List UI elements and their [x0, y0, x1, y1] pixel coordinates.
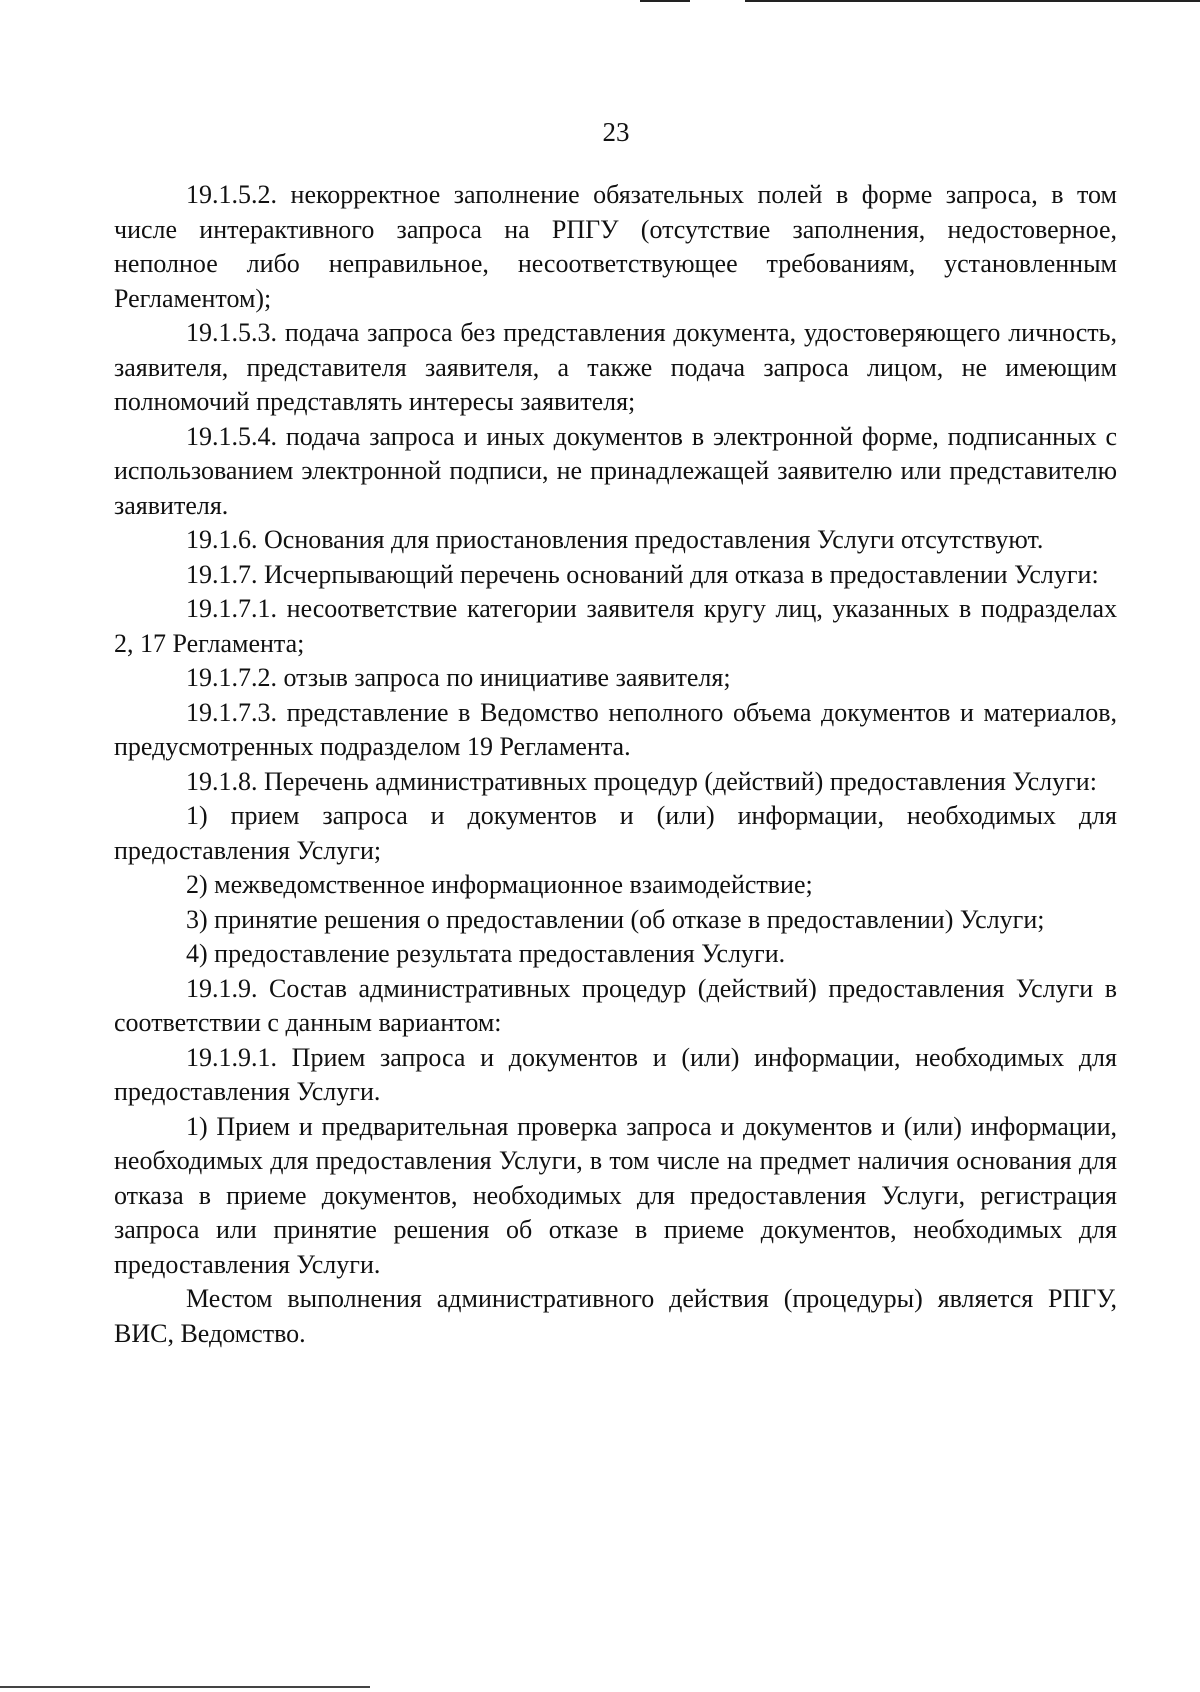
- paragraph-19-1-7-2: 19.1.7.2. отзыв запроса по инициативе заявителя;: [186, 663, 731, 692]
- document-body: [114, 178, 1117, 1351]
- scan-edge-line: [640, 0, 690, 2]
- paragraph-19-1-5-3: 19.1.5.3. подача запроса без представления документа, удостоверяющего личность, заявителя, представителя заявителя, а также подача запроса лицом, не имеющим полномочий представлять интересы заявителя;: [114, 318, 1117, 416]
- paragraph-19-1-7-1: 19.1.7.1. несоответствие категории заявителя кругу лиц, указанных в подразделах 2, 17 Регламента;: [114, 594, 1117, 658]
- paragraph-19-1-9: 19.1.9. Состав административных процедур (действий) предоставления Услуги в соответствии с данным вариантом:: [114, 973, 1117, 1037]
- paragraph-place-of-execution: Местом выполнения административного действия (процедуры) является РПГУ, ВИС, Ведомство.: [114, 1284, 1117, 1348]
- paragraph-19-1-5-2: 19.1.5.2. некорректное заполнение обязательных полей в форме запроса, в том числе интерактивного запроса на РПГУ (отсутствие заполнения, недостоверное, неполное либо неправильное, несоответствующее требованиям, установленным Регламентом);: [114, 180, 1117, 313]
- page-number: 23: [602, 117, 630, 147]
- paragraph-19-1-8: 19.1.8. Перечень административных процедур (действий) предоставления Услуги:: [186, 766, 1097, 796]
- paragraph-19-1-7: 19.1.7. Исчерпывающий перечень оснований для отказа в предоставлении Услуги:: [186, 559, 1099, 589]
- procedure-item-1: 1) Прием и предварительная проверка запроса и документов и (или) информации, необходимых для предоставления Услуги, в том числе на предмет наличия основания для отказа в приеме документов, необходимых для предоставления Услуги, регистрация запроса или принятие решения об отказе в приеме документов, необходимых для предоставления Услуги.: [114, 1111, 1117, 1279]
- paragraph-19-1-7-3: 19.1.7.3. представление в Ведомство неполного объема документов и материалов, предусмотренных подразделом 19 Регламента.: [114, 697, 1117, 761]
- scan-edge-line: [0, 1686, 370, 1688]
- scan-edge-line: [745, 0, 1200, 2]
- paragraph-19-1-9-1: 19.1.9.1. Прием запроса и документов и (или) информации, необходимых для предоставления Услуги.: [114, 1042, 1117, 1106]
- paragraph-19-1-5-4: 19.1.5.4. подача запроса и иных документов в электронной форме, подписанных с использованием электронной подписи, не принадлежащей заявителю или представителю заявителя.: [114, 421, 1117, 520]
- list-item-2: 2) межведомственное информационное взаимодействие;: [186, 870, 813, 899]
- list-item-1: 1) прием запроса и документов и (или) информации, необходимых для предоставления Услуги;: [114, 801, 1117, 865]
- list-item-4: 4) предоставление результата предоставления Услуги.: [186, 939, 786, 968]
- list-item-3: 3) принятие решения о предоставлении (об отказе в предоставлении) Услуги;: [186, 904, 1045, 934]
- paragraph-19-1-6: 19.1.6. Основания для приостановления предоставления Услуги отсутствуют.: [186, 525, 1044, 554]
